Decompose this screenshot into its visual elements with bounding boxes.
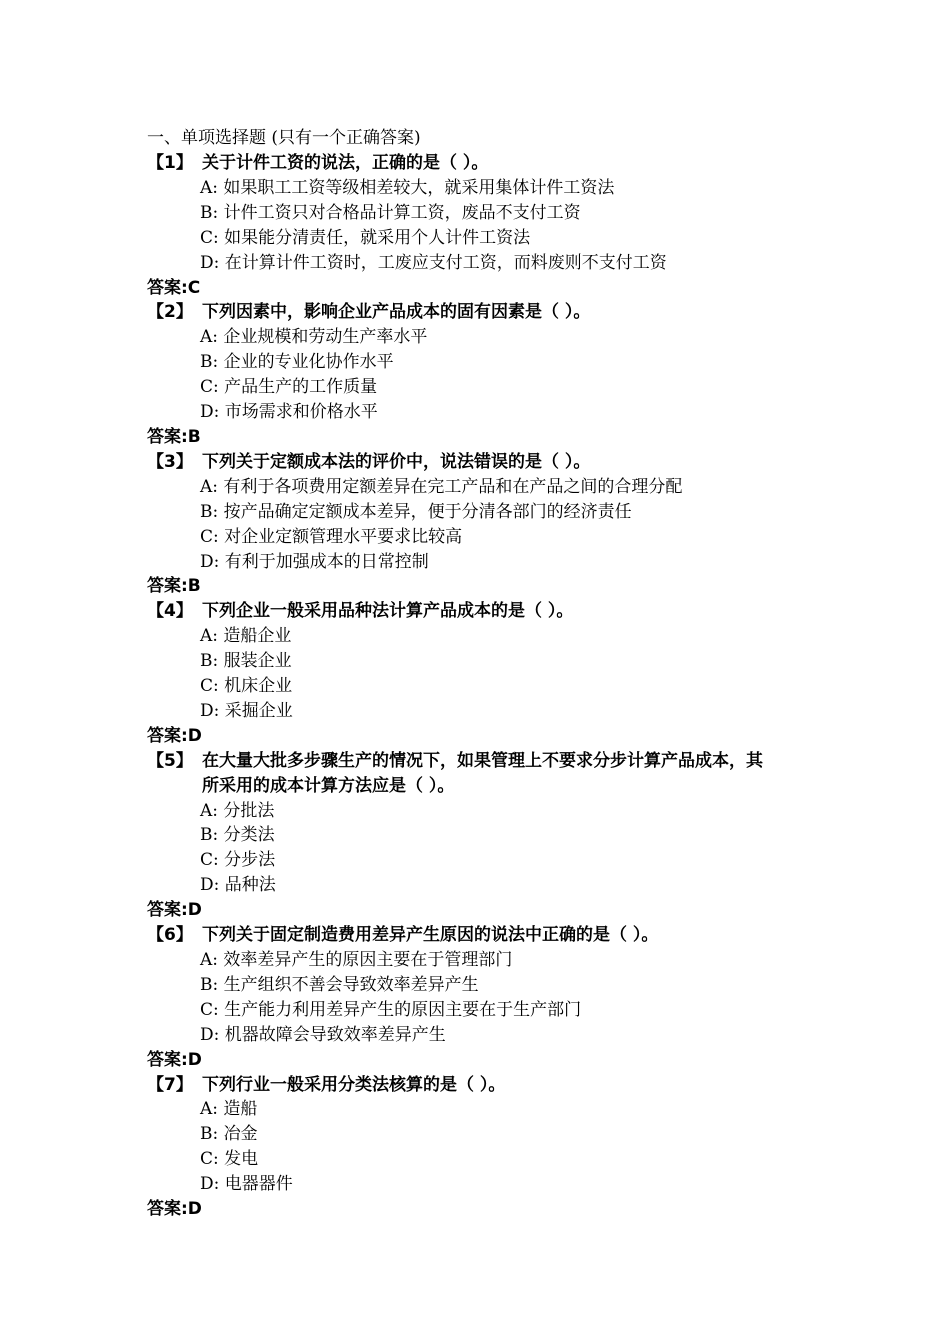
answer: 答案:D xyxy=(147,725,202,746)
question-7 xyxy=(147,1073,827,1222)
option-b: B: 生产组织不善会导致效率差异产生 xyxy=(200,974,479,995)
question-text: 下列关于定额成本法的评价中，说法错误的是（ ）。 xyxy=(202,451,591,472)
question-stem xyxy=(147,450,827,475)
option-b: B: 按产品确定定额成本差异，便于分清各部门的经济责任 xyxy=(200,501,632,522)
question-list xyxy=(147,151,827,1222)
question-number: 【3】 xyxy=(147,451,193,472)
question-stem xyxy=(147,300,827,325)
section-title: 一、单项选择题 (只有一个正确答案) xyxy=(147,128,421,148)
option-b: B: 分类法 xyxy=(200,825,275,846)
answer: 答案:B xyxy=(147,576,201,597)
option-a: A: 分批法 xyxy=(200,800,275,821)
option-d: D: 有利于加强成本的日常控制 xyxy=(200,551,429,572)
question-number: 【1】 xyxy=(147,153,193,173)
option-c: C: 机床企业 xyxy=(200,676,293,697)
question-stem xyxy=(147,151,827,176)
question-stem xyxy=(147,1073,827,1098)
question-number: 【7】 xyxy=(147,1074,193,1095)
option-a: A: 造船企业 xyxy=(200,626,292,647)
option-b: B: 计件工资只对合格品计算工资，废品不支付工资 xyxy=(200,202,581,223)
answer: 答案:C xyxy=(147,277,201,298)
question-number: 【5】 xyxy=(147,750,193,771)
question-4 xyxy=(147,599,827,748)
question-stem xyxy=(147,599,827,624)
option-c: C: 发电 xyxy=(200,1149,259,1170)
question-stem xyxy=(147,923,827,948)
option-c: C: 产品生产的工作质量 xyxy=(200,377,378,398)
option-a: A: 企业规模和劳动生产率水平 xyxy=(200,327,428,348)
option-b: B: 冶金 xyxy=(200,1124,258,1145)
option-c: C: 分步法 xyxy=(200,850,276,871)
option-a: A: 如果职工工资等级相差较大，就采用集体计件工资法 xyxy=(200,177,615,198)
option-a: A: 有利于各项费用定额差异在完工产品和在产品之间的合理分配 xyxy=(200,476,683,497)
option-a: A: 造船 xyxy=(200,1099,258,1120)
answer: 答案:B xyxy=(147,426,201,447)
question-number: 【6】 xyxy=(147,925,193,946)
question-text: 下列行业一般采用分类法核算的是（ ）。 xyxy=(202,1074,506,1095)
question-stem xyxy=(147,749,827,799)
question-3 xyxy=(147,450,827,599)
question-text: 下列企业一般采用品种法计算产品成本的是（ ）。 xyxy=(202,601,574,622)
option-d: D: 采掘企业 xyxy=(200,700,293,721)
question-1 xyxy=(147,151,827,300)
option-b: B: 企业的专业化协作水平 xyxy=(200,352,394,373)
option-b: B: 服装企业 xyxy=(200,651,292,672)
question-number: 【4】 xyxy=(147,601,193,622)
option-d: D: 电器器件 xyxy=(200,1174,293,1195)
question-number: 【2】 xyxy=(147,302,193,323)
option-c: C: 生产能力利用差异产生的原因主要在于生产部门 xyxy=(200,999,582,1020)
option-d: D: 在计算计件工资时，工废应支付工资，而料废则不支付工资 xyxy=(200,252,667,273)
question-5 xyxy=(147,749,827,923)
option-d: D: 市场需求和价格水平 xyxy=(200,402,378,423)
answer: 答案:D xyxy=(147,1199,202,1220)
option-c: C: 对企业定额管理水平要求比较高 xyxy=(200,526,463,547)
option-a: A: 效率差异产生的原因主要在于管理部门 xyxy=(200,950,513,970)
question-text: 在大量大批多步骤生产的情况下，如果管理上不要求分步计算产品成本，其所采用的成本计算方法应是（ ）。 xyxy=(202,750,763,796)
option-c: C: 如果能分清责任，就采用个人计件工资法 xyxy=(200,227,531,248)
question-6 xyxy=(147,923,827,1072)
question-text: 下列关于固定制造费用差异产生原因的说法中正确的是（ ）。 xyxy=(202,925,659,946)
answer: 答案:D xyxy=(147,1049,202,1070)
question-text: 下列因素中，影响企业产品成本的固有因素是（ ）。 xyxy=(202,302,591,323)
option-d: D: 机器故障会导致效率差异产生 xyxy=(200,1024,446,1045)
option-d: D: 品种法 xyxy=(200,875,276,896)
question-text: 关于计件工资的说法，正确的是（ ）。 xyxy=(202,153,489,173)
answer: 答案:D xyxy=(147,900,202,921)
question-2 xyxy=(147,300,827,449)
